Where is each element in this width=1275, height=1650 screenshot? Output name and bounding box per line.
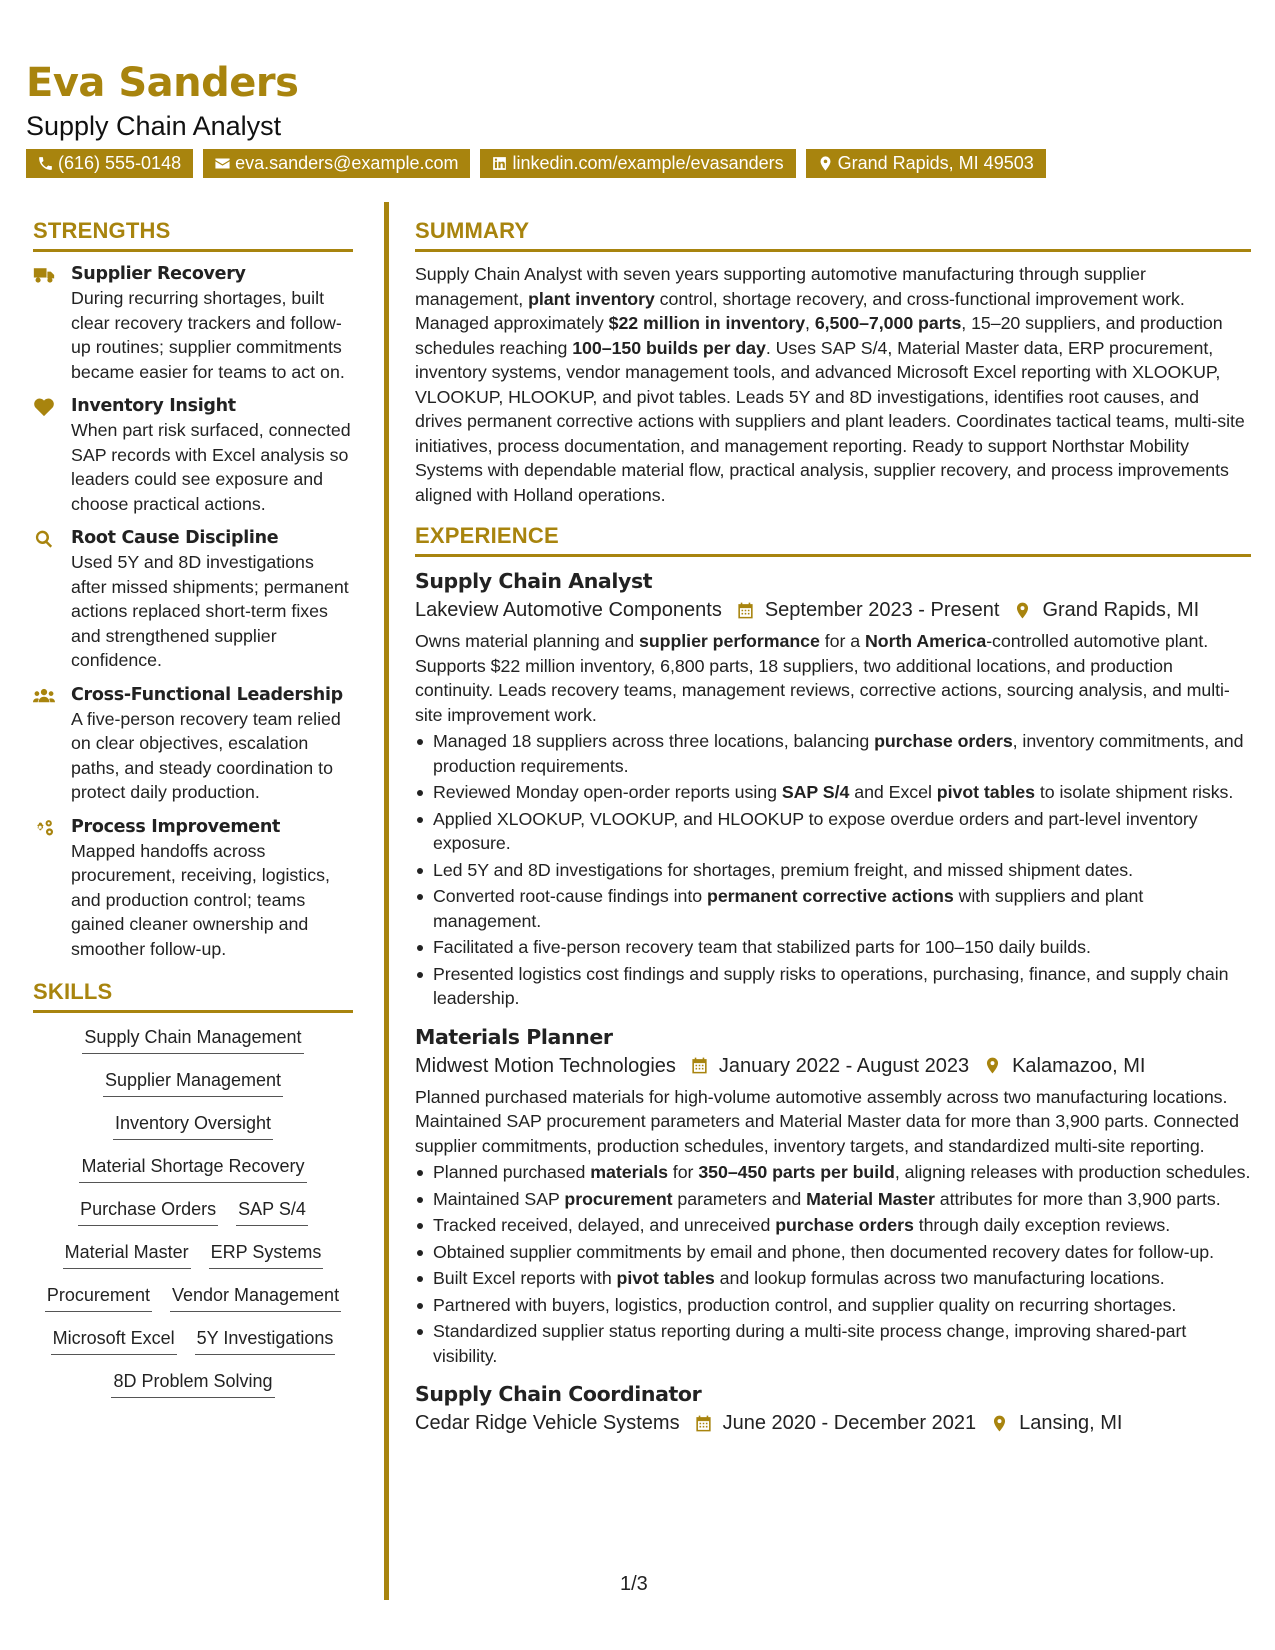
job-description [415,629,1251,727]
skill-tag: Procurement [45,1281,152,1312]
text-segment: parameters and [672,1188,807,1209]
truck-icon [33,262,71,384]
left-column [33,216,353,1404]
contact-item[interactable] [203,149,470,178]
bullet-item [415,780,1251,805]
summary-heading: SUMMARY [415,216,1251,252]
text-segment: Led 5Y and 8D investigations for shortages, premium freight, and missed shipment dates. [433,859,1134,880]
bullet-item [415,962,1251,1011]
skill-tag: Material Shortage Recovery [79,1152,306,1183]
bold-phrase: pivot tables [616,1268,715,1288]
text-segment: , aligning releases with production schedules. [894,1162,1251,1182]
bold-phrase: supplier performance [639,631,820,651]
job-bullets [415,729,1251,1011]
job-dates: January 2022 - August 2023 [718,1054,970,1077]
strength-description: Used 5Y and 8D investigations after missed shipments; permanent actions replaced short-term fixes and strengthened supplier confidence. [71,552,349,670]
resume-header [26,58,1256,178]
bullet-item [415,729,1251,778]
skill-tag: Supply Chain Management [82,1023,303,1054]
bold-phrase: 6,500–7,000 parts [814,313,962,333]
bold-phrase: materials [590,1162,668,1182]
skill-row [33,1066,353,1103]
skill-row [33,1367,353,1404]
skill-row [33,1195,353,1232]
phone-icon [37,155,54,172]
strength-item [33,815,353,962]
strength-description: A five-person recovery team relied on clear objectives, escalation paths, and steady coordination to protect daily production. [71,708,341,802]
skills-section [33,977,353,1404]
job-bullets [415,1160,1251,1368]
contact-text: linkedin.com/example/evasanders [512,153,784,173]
job-meta [415,595,1251,625]
text-segment: Supply Chain Analyst with seven years supporting automotive manufacturing through supplier management, [415,264,1146,309]
candidate-role: Supply Chain Analyst [26,111,282,141]
text-segment: Presented logistics cost findings and supply risks to operations, purchasing, finance, and supply chain leadership. [433,963,1229,1008]
bold-phrase: 100–150 builds per day [572,337,766,358]
text-segment: Tracked received, delayed, and unreceived [433,1215,776,1235]
strength-item [33,683,353,805]
strength-item [33,394,353,516]
contact-bar [26,149,1256,178]
bullet-item [415,1319,1251,1368]
bold-phrase: purchase orders [775,1215,914,1235]
job-entry [415,1380,1251,1438]
text-segment: -controlled automotive plant. Supports $22 million inventory, 6,800 parts, 18 suppliers, two additional locations, and production continuity. Leads recovery teams, management reviews, corrective actions, sourcing analysis, and multi-site improvement work. [415,631,1230,725]
job-entry [415,1023,1251,1369]
strength-body [71,526,353,673]
job-location: Grand Rapids, MI [1042,599,1200,621]
text-segment: , 15–20 suppliers, and production schedules reaching [415,313,1223,358]
text-segment: , [805,313,815,333]
text-segment: . Uses SAP S/4, Material Master data, ERP procurement, inventory systems, vendor management tools, and advanced Microsoft Excel reporting with XLOOKUP, VLOOKUP, HLOOKUP, and pivot tables. Leads 5Y and 8D investigations, identifies root causes, and drives permanent corrective actions with suppliers and plant leaders. Coordinates tactical teams, multi-site initiatives, process documentation, and management reporting. Ready to support Northstar Mobility Systems with dependable material flow, practical analysis, supplier recovery, and process improvements aligned with Holland operations. [415,337,1245,505]
job-dates: June 2020 - December 2021 [722,1412,977,1434]
page-number: 1/3 [620,1573,648,1595]
text-segment: and lookup formulas across two manufacturing locations. [714,1268,1165,1288]
skill-tag: ERP Systems [209,1238,324,1269]
linkedin-icon [491,155,508,172]
company-name: Lakeview Automotive Components [415,599,722,621]
skill-row [33,1238,353,1275]
job-dates: September 2023 - Present [764,599,1000,621]
contact-item[interactable] [26,149,193,178]
bullet-item [415,1187,1251,1212]
bold-phrase: permanent corrective actions [707,886,954,906]
calendar-icon [680,1414,723,1433]
contact-text: (616) 555-0148 [58,153,182,173]
strength-description: When part risk surfaced, connected SAP records with Excel analysis so leaders could see exposure and choose practical actions. [71,420,351,514]
bullet-item [415,1293,1251,1318]
skill-tag: 8D Problem Solving [111,1367,274,1398]
bullet-item [415,1160,1251,1185]
text-segment: with suppliers and plant management. [433,886,1144,931]
text-segment: Planned purchased materials for high-volume automotive assembly across two manufacturing locations. Maintained SAP procurement parameters and Material Master data for more than 3,900 parts. Connected supplier commitments, production schedules, inventory targets, and standardized multi-site reporting. [415,1086,1239,1156]
job-location: Lansing, MI [1019,1412,1123,1434]
candidate-name: Eva Sanders [26,60,299,106]
bold-phrase: procurement [564,1188,673,1209]
job-description [415,1085,1251,1159]
text-segment: Converted root-cause findings into [433,886,708,906]
summary-text [415,262,1251,507]
bold-phrase: pivot tables [936,782,1035,802]
text-segment: Obtained supplier commitments by email and phone, then documented recovery dates for follow-up. [433,1241,1215,1262]
skill-tag: Microsoft Excel [51,1324,177,1355]
strength-description: During recurring shortages, built clear recovery trackers and follow-up routines; supplier commitments became easier for teams to act on. [71,288,345,382]
job-meta [415,1408,1251,1438]
strength-title: Inventory Insight [71,396,236,416]
map-pin-icon [999,601,1042,620]
text-segment: for [667,1162,699,1182]
contact-item[interactable] [480,149,795,178]
search-icon [33,526,71,673]
text-segment: Facilitated a five-person recovery team that stabilized parts for 100–150 daily builds. [433,937,1091,957]
bullet-item [415,1240,1251,1265]
job-entry [415,567,1251,1011]
text-segment: Managed 18 suppliers across three locations, balancing [433,731,875,751]
bullet-item [415,884,1251,933]
bold-phrase: SAP S/4 [781,782,850,802]
gears-icon [33,815,71,962]
bold-phrase: plant inventory [528,288,655,309]
skill-row [33,1152,353,1189]
map-pin-icon [969,1056,1012,1075]
strengths-heading: STRENGTHS [33,216,353,252]
skill-tag: Purchase Orders [78,1195,218,1226]
map-pin-icon [976,1414,1019,1433]
bold-phrase: $22 million in inventory [608,313,806,333]
right-column [415,216,1251,1450]
heart-icon [33,394,71,516]
strength-title: Root Cause Discipline [71,528,279,548]
strengths-list [33,262,353,961]
bullet-item [415,807,1251,856]
bold-phrase: Material Master [806,1188,935,1209]
skill-tag: Material Master [63,1238,191,1269]
bold-phrase: 350–450 parts per build [698,1162,895,1182]
skill-tag: SAP S/4 [236,1195,308,1226]
strength-body [71,262,353,384]
text-segment: control, shortage recovery, and cross-functional improvement work. Managed approximately [415,288,1185,333]
skills-list [33,1023,353,1404]
bullet-item [415,935,1251,960]
job-title: Supply Chain Coordinator [415,1382,702,1406]
bullet-item [415,1213,1251,1238]
text-segment: and Excel [849,782,937,802]
contact-item[interactable] [806,149,1046,178]
text-segment: Partnered with buyers, logistics, production control, and supplier quality on recurring shortages. [433,1294,1177,1315]
strength-body [71,394,353,516]
skill-row [33,1023,353,1060]
strength-description: Mapped handoffs across procurement, receiving, logistics, and production control; teams gained cleaner ownership and smoother follow-up. [71,840,330,959]
calendar-icon [676,1056,719,1075]
text-segment: through daily exception reviews. [913,1215,1171,1235]
text-segment: Built Excel reports with [433,1268,617,1288]
strength-title: Cross-Functional Leadership [71,684,343,705]
envelope-icon [214,155,231,172]
text-segment: attributes for more than 3,900 parts. [934,1188,1221,1209]
strength-title: Process Improvement [71,816,281,837]
strength-title: Supplier Recovery [71,264,246,284]
strength-item [33,262,353,384]
strength-body [71,815,353,962]
skills-heading: SKILLS [33,977,353,1013]
experience-heading: EXPERIENCE [415,521,1251,557]
text-segment: Standardized supplier status reporting during a multi-site process change, improving shared-part visibility. [433,1321,1187,1366]
calendar-icon [722,601,765,620]
text-segment: Planned purchased [433,1162,591,1182]
text-segment: , inventory commitments, and production requirements. [433,731,1244,776]
skill-tag: Inventory Oversight [113,1109,273,1140]
job-title: Supply Chain Analyst [415,569,653,593]
bold-phrase: North America [864,631,987,651]
text-segment: for a [819,631,865,651]
bullet-item [415,1266,1251,1291]
contact-text: Grand Rapids, MI 49503 [837,153,1034,173]
job-location: Kalamazoo, MI [1012,1054,1146,1077]
users-icon [33,683,71,805]
text-segment: Applied XLOOKUP, VLOOKUP, and HLOOKUP to expose overdue orders and part-level inventory exposure. [433,808,1198,853]
column-divider [384,202,389,1600]
bullet-item [415,858,1251,883]
strength-body [71,683,353,805]
map-pin-icon [817,155,834,172]
skill-row [33,1109,353,1146]
bold-phrase: purchase orders [874,731,1013,751]
skill-tag: Vendor Management [170,1281,341,1312]
company-name: Cedar Ridge Vehicle Systems [415,1412,680,1434]
skill-row [33,1281,353,1318]
contact-text: eva.sanders@example.com [235,153,459,173]
company-name: Midwest Motion Technologies [415,1054,676,1077]
job-title: Materials Planner [415,1024,613,1049]
skill-tag: 5Y Investigations [195,1324,336,1355]
text-segment: Reviewed Monday open-order reports using [433,782,782,802]
experience-list [415,567,1251,1438]
text-segment: to isolate shipment risks. [1035,782,1234,802]
job-meta [415,1051,1251,1081]
skill-row [33,1324,353,1361]
text-segment: Maintained SAP [433,1188,565,1209]
skill-tag: Supplier Management [103,1066,283,1097]
text-segment: Owns material planning and [415,631,640,651]
strength-item [33,526,353,673]
